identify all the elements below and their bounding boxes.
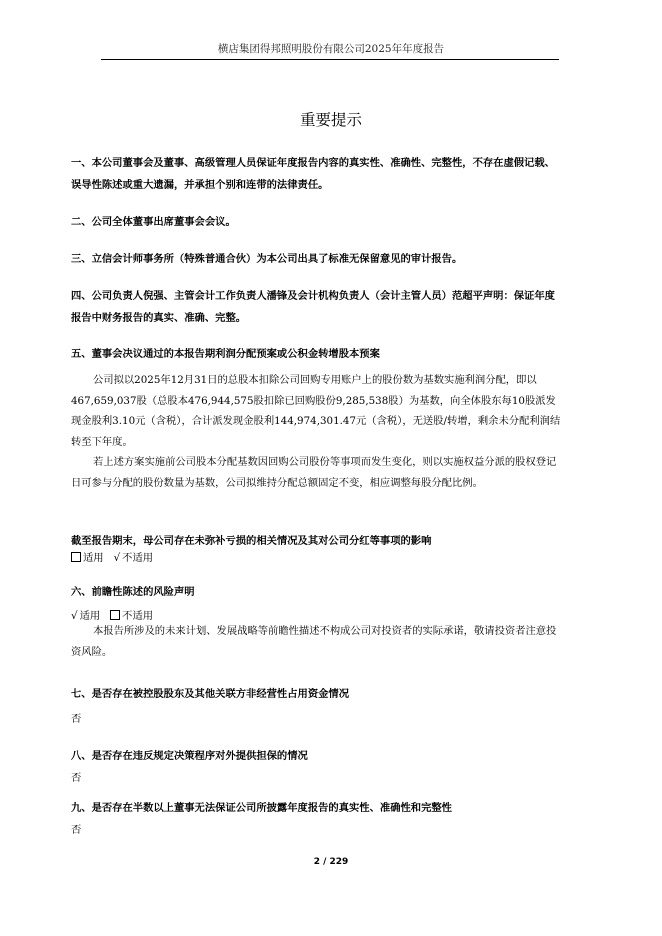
section-6-body: 本报告所涉及的未来计划、发展战略等前瞻性描述不构成公司对投资者的实际承诺，敬请投资者注意投资风险。 [71, 625, 557, 658]
section-4-heading: 四、公司负责人倪强、主管会计工作负责人潘锋及会计机构负责人（会计主管人员）范超平声明：保证年度报告中财务报告的真实、准确、完整。 [71, 290, 555, 324]
section-3-heading: 三、立信会计师事务所（特殊普通合伙）为本公司出具了标准无保留意见的审计报告。 [71, 253, 463, 265]
checkmark-icon: √ [71, 610, 78, 622]
section-1-heading: 一、本公司董事会及董事、高级管理人员保证年度报告内容的真实性、准确性、完整性，不存在虚假记载、误导性陈述或重大遗漏，并承担个别和连带的法律责任。 [71, 157, 555, 191]
section-7-answer: 否 [71, 713, 82, 725]
page-number: 2 / 229 [313, 857, 349, 867]
section-5-heading: 五、董事会决议通过的本报告期利润分配预案或公积金转增股本预案 [71, 348, 380, 360]
option-not-applicable: 不适用 [122, 552, 154, 564]
section-2-heading: 二、公司全体董事出席董事会会议。 [71, 216, 236, 228]
loss-heading: 截至报告期末，母公司存在未弥补亏损的相关情况及其对公司分红等事项的影响 [71, 535, 432, 547]
option-applicable: 适用 [79, 610, 101, 622]
option-applicable: 适用 [83, 552, 104, 564]
unchecked-box-icon [110, 610, 120, 620]
unchecked-box-icon [71, 552, 81, 562]
section-6-heading: 六、前瞻性陈述的风险声明 [71, 586, 195, 598]
section-8-heading: 八、是否存在违反规定决策程序对外提供担保的情况 [71, 750, 308, 762]
section-8-answer: 否 [71, 772, 82, 784]
section-9-heading: 九、是否存在半数以上董事无法保证公司所披露年度报告的真实性、准确性和完整性 [71, 802, 452, 814]
page-title: 重要提示 [299, 111, 362, 129]
checkmark-icon: √ [113, 552, 121, 564]
section-6-options [71, 607, 153, 622]
section-7-heading: 七、是否存在被控股股东及其他关联方非经营性占用资金情况 [71, 688, 350, 700]
running-header: 横店集团得邦照明股份有限公司2025年年度报告 [217, 43, 445, 55]
header-rule [101, 59, 559, 60]
option-not-applicable: 不适用 [122, 610, 154, 622]
section-5-paragraph-1: 公司拟以2025年12月31日的总股本扣除公司回购专用账户上的股份数为基数实施利润分配，即以467,659,037股（总股本476,944,575股扣除已回购股份9,285,538股）为基数，向全体股东每10股派发现金股利3.10元（含税），合计派发现金股利144,974,301.47元（含税），无送股/转增，剩余未分配利润结转至下年度。 [71, 374, 561, 448]
section-9-answer: 否 [71, 824, 82, 836]
loss-options [71, 549, 153, 564]
section-5-paragraph-2: 若上述方案实施前公司股本分配基数因回购公司股份等事项而发生变化，则以实施权益分派的股权登记日可参与分配的股份数量为基数，公司拟维持分配总额固定不变，相应调整每股分配比例。 [71, 456, 557, 489]
